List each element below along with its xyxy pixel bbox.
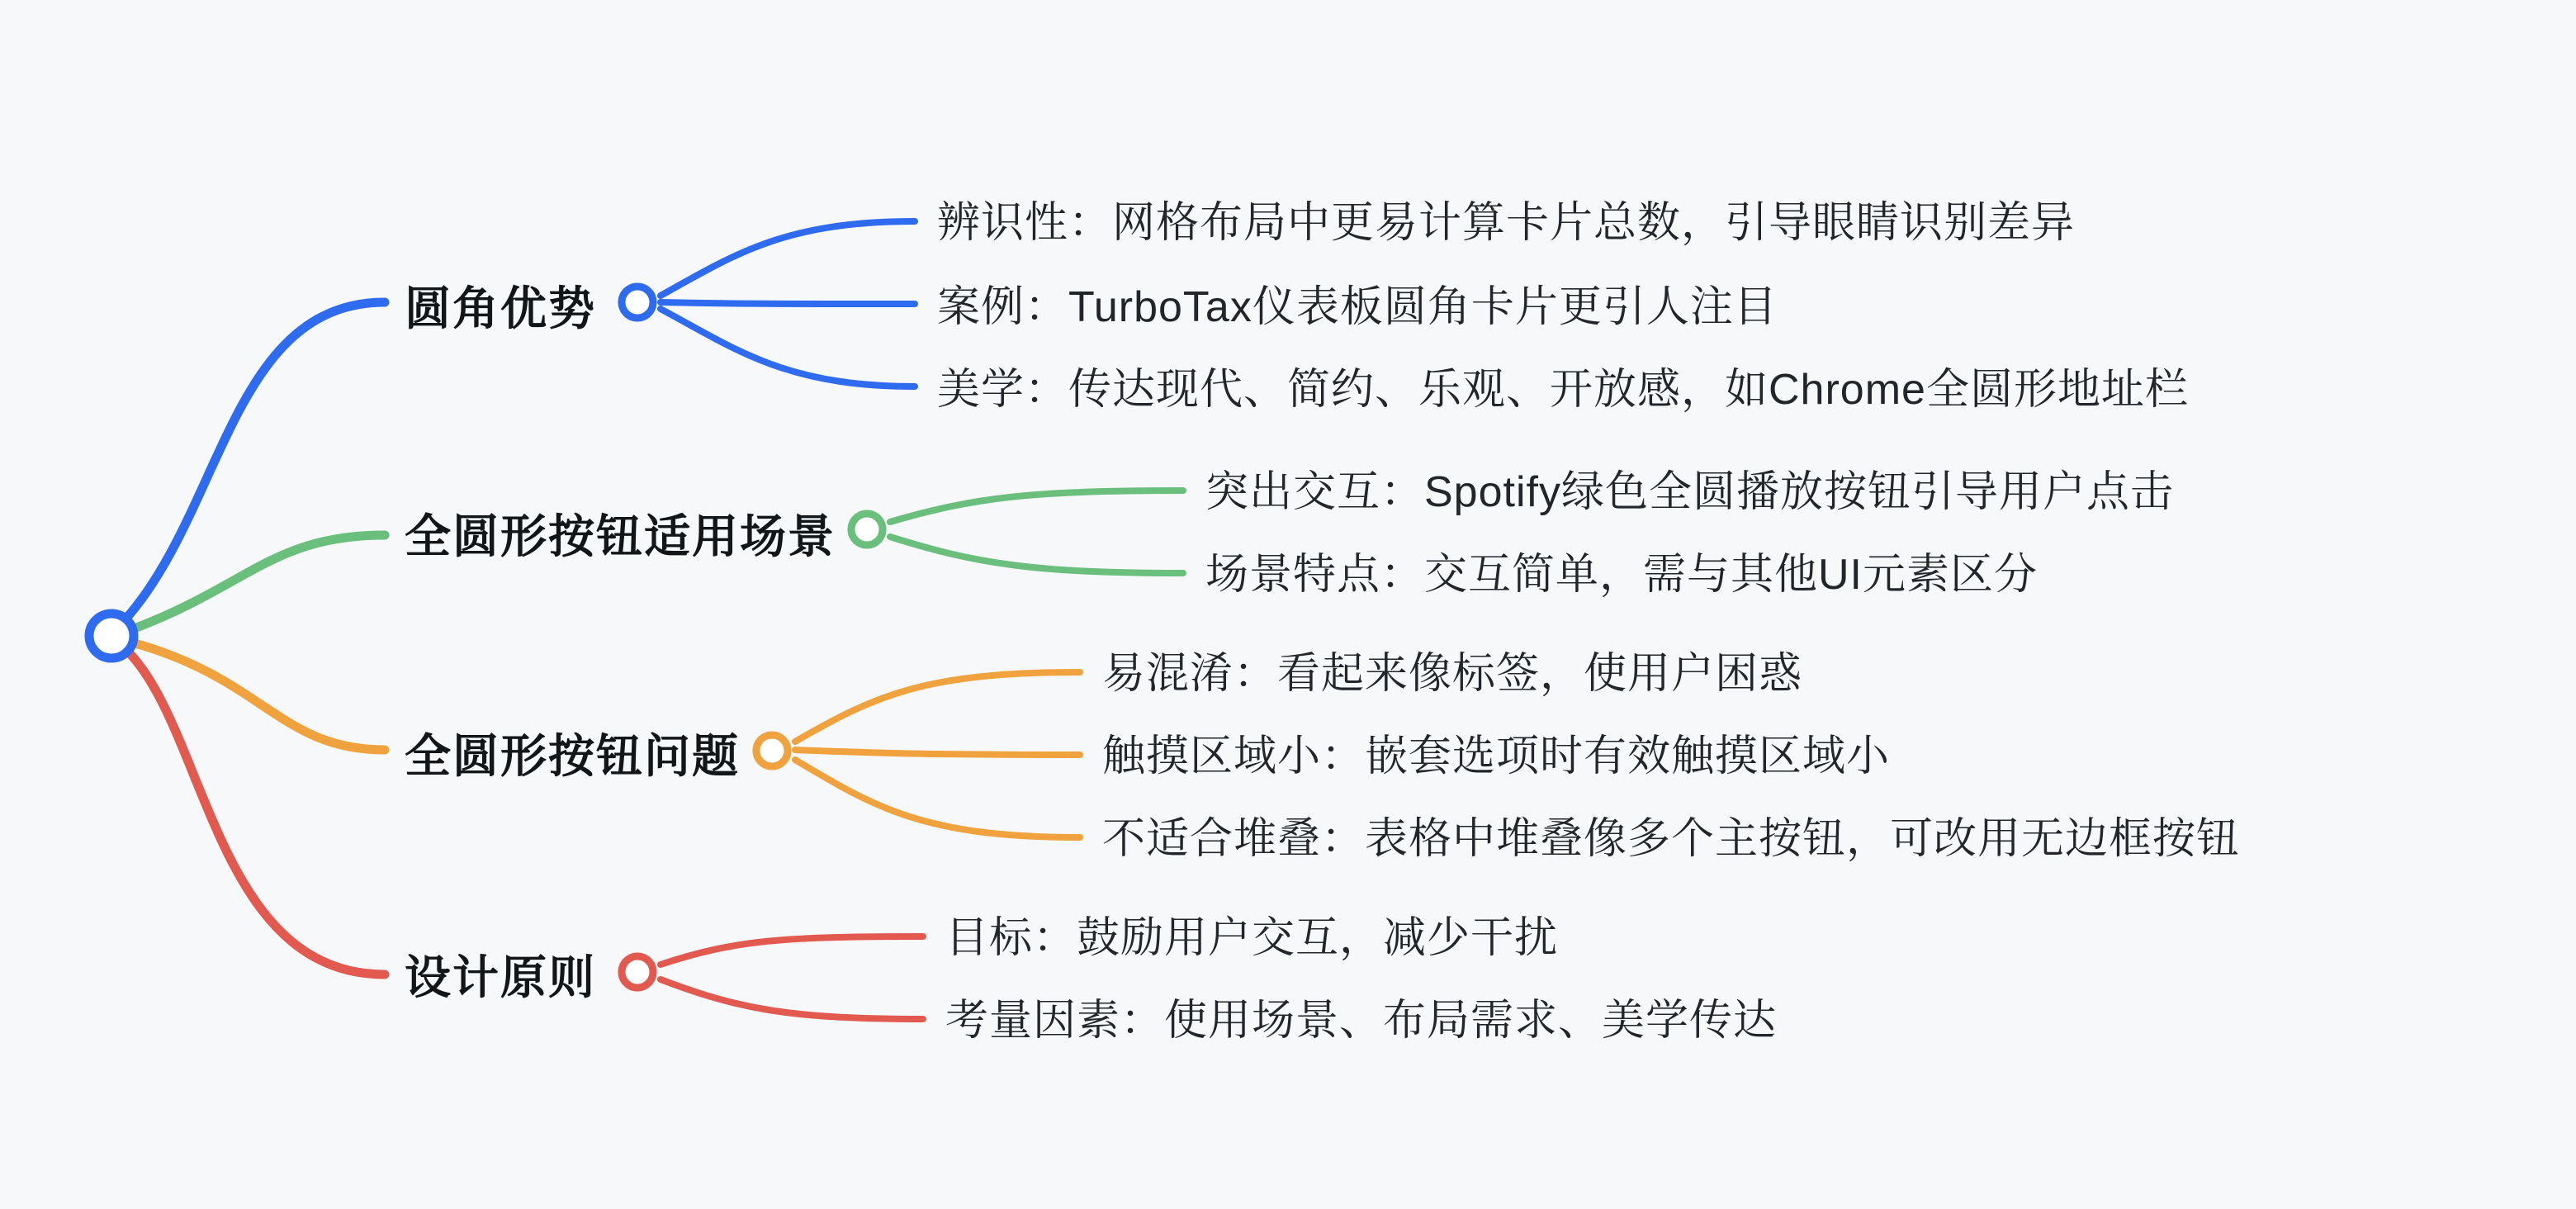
branch-1-child-3[interactable]: 美学：传达现代、简约、乐观、开放感，如Chrome全圆形地址栏 (937, 366, 2189, 414)
edge-branch-4-child-1 (661, 936, 923, 965)
branch-3-child-2[interactable]: 触摸区域小：嵌套选项时有效触摸区域小 (1102, 733, 1891, 780)
branch-1-node-circle[interactable] (622, 287, 653, 318)
branch-2-label[interactable]: 全圆形按钮适用场景 (405, 510, 836, 562)
edge-branch-3-child-2 (795, 750, 1080, 755)
branch-3-child-3[interactable]: 不适合堆叠：表格中堆叠像多个主按钮，可改用无边框按钮 (1102, 815, 2241, 863)
branch-3-node-circle[interactable] (756, 735, 788, 766)
branch-4-node-circle[interactable] (622, 956, 653, 988)
branch-3-label[interactable]: 全圆形按钮问题 (405, 730, 740, 782)
branch-1-child-1[interactable]: 辨识性：网格布局中更易计算卡片总数，引导眼睛识别差异 (937, 199, 2076, 247)
edge-branch-1-child-2 (661, 302, 915, 304)
edge-root-to-branch-3 (132, 642, 385, 750)
branch-1-label[interactable]: 圆角优势 (405, 282, 596, 334)
branch-3-child-1[interactable]: 易混淆：看起来像标签，使用户困惑 (1102, 650, 1803, 698)
branch-4-child-2[interactable]: 考量因素：使用场景、布局需求、美学传达 (945, 997, 1778, 1045)
branch-1-child-2[interactable]: 案例：TurboTax仪表板圆角卡片更引人注目 (937, 283, 1778, 331)
edge-branch-1-child-1 (661, 221, 915, 296)
branch-4-label[interactable]: 设计原则 (405, 951, 596, 1003)
root-node-circle[interactable] (89, 614, 134, 658)
edge-branch-3-child-1 (795, 672, 1080, 742)
branch-4-child-1[interactable]: 目标：鼓励用户交互，减少干扰 (945, 914, 1559, 962)
edge-branch-2-child-2 (890, 537, 1183, 573)
branch-2-child-2[interactable]: 场景特点：交互简单，需与其他UI元素区分 (1205, 551, 2039, 599)
edge-branch-3-child-3 (795, 760, 1080, 837)
edge-branch-2-child-1 (890, 491, 1183, 522)
branch-2-child-1[interactable]: 突出交互：Spotify绿色全圆播放按钮引导用户点击 (1205, 468, 2174, 516)
branch-2-node-circle[interactable] (851, 514, 883, 545)
edge-branch-1-child-3 (661, 309, 915, 386)
edge-branch-4-child-2 (661, 979, 923, 1019)
